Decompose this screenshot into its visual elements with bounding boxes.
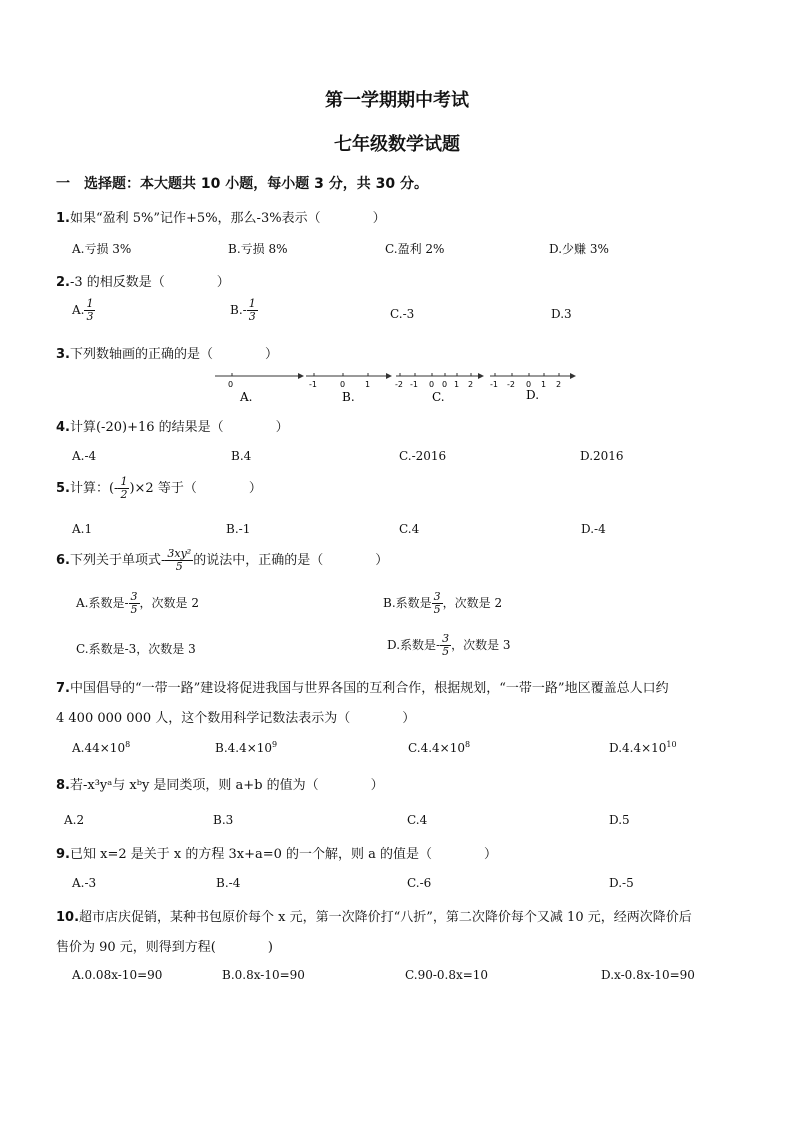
tick-label: 0 (429, 380, 435, 389)
question-10-continued: 售价为 90 元，则得到方程( ) (56, 940, 273, 955)
tick-label: 0 (340, 380, 346, 389)
option-text: D.系数是- (387, 638, 441, 652)
number-line-b[interactable] (306, 373, 392, 404)
option-d-label: D. (526, 388, 540, 402)
option-a[interactable]: $A.44\times 10^8$ (72, 740, 131, 755)
option-text: ，次数是 3 (451, 638, 511, 652)
option-d[interactable]: D.-4 (581, 522, 606, 536)
question-text: 计算(-20)+16 的结果是（ ） (69, 420, 289, 435)
option-c[interactable]: C.90-0.8x=10 (405, 968, 489, 982)
tick-label: 1 (365, 380, 371, 389)
option-d[interactable]: D.少赚 3% (549, 242, 609, 256)
option-label: A. (72, 303, 85, 317)
exam-title: 第一学期期中考试 (325, 90, 469, 111)
question-text: 已知 x=2 是关于 x 的方程 3x+a=0 的一个解，则 a 的值是（ ） (69, 847, 498, 862)
option-a[interactable]: A.2 (64, 813, 85, 827)
question-1 (56, 207, 386, 226)
tick-label: 2 (468, 380, 474, 389)
question-5 (56, 476, 262, 501)
number-line-d[interactable] (490, 373, 576, 402)
number-line-c[interactable] (395, 373, 484, 404)
option-a-label: A. (240, 390, 253, 404)
question-number: 1. (56, 211, 70, 226)
option-d[interactable]: D.2016 (580, 449, 624, 463)
tick-label: 0 (228, 380, 234, 389)
question-number: 7. (56, 681, 70, 696)
question-text-pre: 计算：(- (69, 481, 119, 496)
tick-label: -1 (410, 380, 418, 389)
question-4 (56, 416, 289, 435)
tick-label: 1 (454, 380, 460, 389)
option-d[interactable]: $D.4.4\times 10^{10}$ (609, 740, 677, 755)
question-text: -3 的相反数是（ ） (69, 275, 230, 290)
option-b[interactable] (230, 298, 258, 323)
option-b[interactable]: B.-1 (226, 522, 251, 536)
option-d[interactable]: D.x-0.8x-10=90 (601, 968, 695, 982)
question-text: 中国倡导的“一带一路”建设将促进我国与世界各国的互利合作，根据规划，“一带一路”地区覆盖总人口约 (69, 681, 669, 696)
option-c[interactable]: C.-3 (390, 307, 415, 321)
tick-label: 0 (526, 380, 532, 389)
option-b[interactable]: $B.4.4\times 10^9$ (215, 740, 278, 755)
fraction: $\frac{1}{3}$ (86, 297, 94, 323)
question-number: 8. (56, 778, 70, 793)
option-d[interactable]: D.3 (551, 307, 572, 321)
option-c[interactable]: $C.4.4\times 10^8$ (408, 740, 471, 755)
question-text: 下列数轴画的正确的是（ ） (69, 347, 278, 362)
option-c[interactable]: C.4 (399, 522, 420, 536)
number-line-options (210, 368, 580, 406)
section-heading: 一 选择题：本大题共 10 小题，每小题 3 分，共 30 分。 (56, 176, 428, 192)
question-number: 2. (56, 275, 70, 290)
option-c[interactable]: C.盈利 2% (385, 242, 445, 256)
question-text-pre: 下列关于单项式- (69, 553, 166, 568)
question-8 (56, 774, 384, 793)
fraction: $\frac{1}{2}$ (120, 475, 128, 501)
question-text: 若-x³yᵃ与 xᵇy 是同类项，则 a+b 的值为（ ） (69, 778, 384, 793)
option-a[interactable] (72, 298, 95, 323)
option-text: B.系数是 (383, 596, 432, 610)
number-line-a[interactable] (215, 373, 304, 404)
fraction: $\frac{3}{5}$ (130, 590, 138, 616)
question-number: 10. (56, 910, 80, 925)
option-label: B.- (230, 303, 247, 317)
question-6 (56, 548, 388, 573)
tick-label: 0 (442, 380, 448, 389)
option-c[interactable]: C.系数是-3，次数是 3 (76, 642, 196, 656)
option-a[interactable]: A.-3 (72, 876, 97, 890)
question-2 (56, 271, 230, 290)
option-d[interactable]: D.5 (609, 813, 630, 827)
question-9 (56, 843, 497, 862)
option-text: ，次数是 2 (139, 596, 199, 610)
question-number: 3. (56, 347, 70, 362)
question-number: 4. (56, 420, 70, 435)
option-b-label: B. (342, 390, 355, 404)
question-7-continued: 4 400 000 000 人，这个数用科学记数法表示为（ ） (56, 711, 416, 726)
question-text: 如果“盈利 5%”记作+5%，那么-3%表示（ ） (69, 211, 386, 226)
option-c-label: C. (432, 390, 445, 404)
option-b[interactable]: B.0.8x-10=90 (222, 968, 305, 982)
option-b[interactable] (383, 591, 502, 616)
question-text: 超市店庆促销，某种书包原价每个 x 元，第一次降价打“八折”，第二次降价每个又减 10 元，经两次降价后 (79, 910, 692, 925)
tick-label: -2 (395, 380, 403, 389)
option-a[interactable] (76, 591, 199, 616)
tick-label: 1 (541, 380, 547, 389)
option-d[interactable]: D.-5 (609, 876, 634, 890)
option-b[interactable]: B.3 (213, 813, 234, 827)
fraction: $\frac{\text{3xy²}}{5}$ (167, 547, 192, 573)
question-7 (56, 677, 669, 696)
option-a[interactable]: A.1 (72, 522, 93, 536)
question-text-post: 的说法中，正确的是（ ） (193, 553, 389, 568)
option-text: ，次数是 2 (442, 596, 503, 610)
question-3 (56, 343, 278, 362)
question-number: 6. (56, 553, 70, 568)
option-a[interactable]: A.-4 (72, 449, 97, 463)
option-c[interactable]: C.4 (407, 813, 428, 827)
option-c[interactable]: C.-2016 (399, 449, 447, 463)
tick-label: 2 (556, 380, 562, 389)
tick-label: -1 (309, 380, 317, 389)
option-a[interactable]: A.0.08x-10=90 (72, 968, 163, 982)
fraction: $\frac{3}{5}$ (442, 632, 450, 658)
tick-label: -1 (490, 380, 498, 389)
option-b[interactable]: B.亏损 8% (228, 242, 288, 256)
question-number: 5. (56, 481, 70, 496)
option-text: A.系数是- (76, 596, 129, 610)
fraction: $\frac{1}{3}$ (248, 297, 256, 323)
option-b[interactable]: B.4 (231, 449, 252, 463)
tick-label: -2 (507, 380, 515, 389)
option-c[interactable]: C.-6 (407, 876, 432, 890)
question-text-post: )×2 等于（ ） (129, 481, 262, 496)
question-10 (56, 906, 692, 925)
exam-subtitle: 七年级数学试题 (334, 134, 460, 155)
fraction: $\frac{3}{5}$ (433, 590, 441, 616)
option-b[interactable]: B.-4 (216, 876, 241, 890)
option-a[interactable]: A.亏损 3% (72, 242, 132, 256)
option-d[interactable] (387, 633, 511, 658)
question-number: 9. (56, 847, 70, 862)
